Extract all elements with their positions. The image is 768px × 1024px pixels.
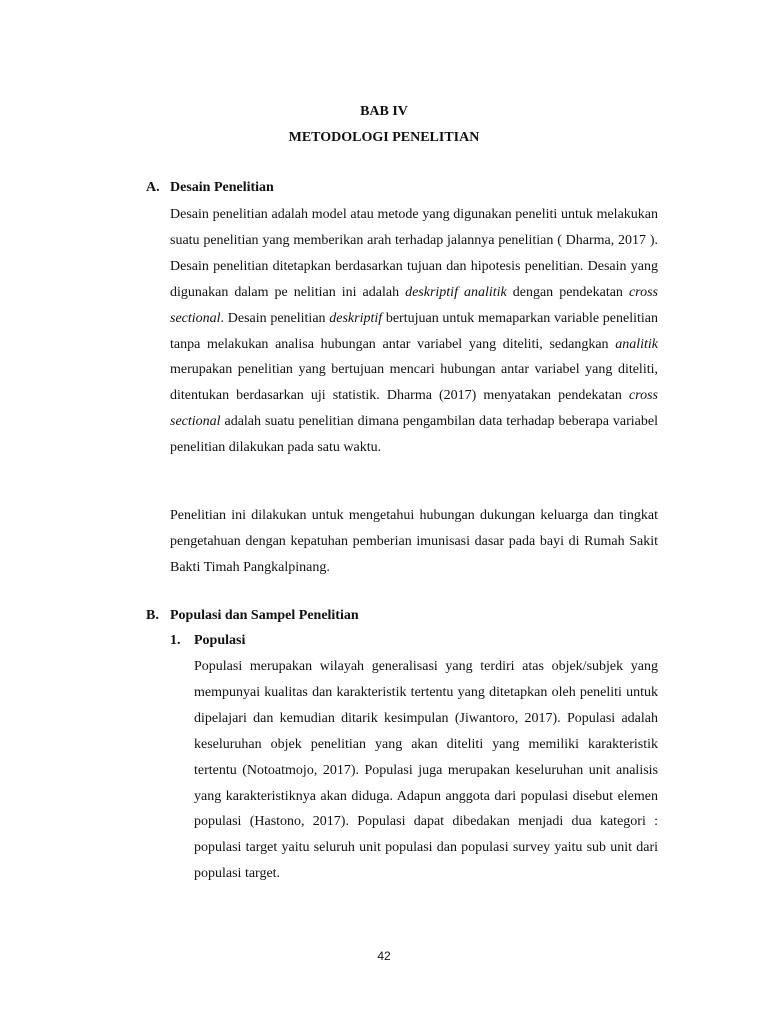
chapter-title: METODOLOGI PENELITIAN: [288, 130, 480, 145]
section-a-paragraph-1: [170, 202, 658, 461]
section-b-label: B.: [146, 608, 159, 623]
chapter-number: BAB IV: [360, 104, 408, 119]
section-b-title: Populasi dan Sampel Penelitian: [170, 608, 359, 623]
italic-term: cross sectional: [170, 284, 658, 326]
section-b-heading: [146, 607, 359, 625]
section-a-heading: [146, 179, 274, 197]
subsection-populasi-heading: [170, 632, 245, 650]
text-run: adalah suatu penelitian dimana pengambilan data terhadap beberapa variabel penelitian dilakukan pada satu waktu.: [170, 414, 658, 456]
section-a-paragraph-2: Penelitian ini dilakukan untuk mengetahui hubungan dukungan keluarga dan tingkat pengetahuan dengan kepatuhan pemberian imunisasi dasar pada bayi di Rumah Sakit Bakti Timah Pangkalpinang.: [170, 508, 658, 575]
text-run: Desain penelitian adalah model atau metode yang digunakan peneliti untuk melakukan suatu penelitian yang memberikan arah terhadap jalannya penelitian ( Dharma, 2017 ). Desain penelitian ditetapkan berdasarkan tujuan dan hipotesis penelitian. Desain yang digunakan dalam pe nelitian ini adalah: [170, 207, 658, 300]
subsection-label: 1.: [170, 633, 181, 648]
text-run: bertujuan untuk memaparkan variable penelitian tanpa melakukan analisa hubungan antar variabel yang diteliti, sedangkan: [170, 310, 659, 352]
populasi-paragraph: Populasi merupakan wilayah generalisasi yang terdiri atas objek/subjek yang mempunyai kualitas dan karakteristik tertentu yang ditetapkan oleh peneliti untuk dipelajari dan kemudian ditarik kesimpulan (Jiwantoro, 2017). Populasi adalah keseluruhan objek penelitian yang akan diteliti yang memiliki karakteristik tertentu (Notoatmojo, 2017). Populasi juga merupakan keseluruhan unit analisis yang karakteristiknya akan diduga. Adapun anggota dari populasi disebut elemen populasi (Hastono, 2017). Populasi dapat dibedakan menjadi dua kategori : populasi target yaitu seluruh unit populasi dan populasi survey yaitu sub unit dari populasi target.: [194, 659, 658, 882]
italic-term: analitik: [615, 336, 658, 352]
subsection-title: Populasi: [194, 633, 246, 648]
section-a-title: Desain Penelitian: [170, 180, 274, 195]
text-run: dengan pendekatan: [506, 284, 629, 300]
italic-term: deskriptif analitik: [405, 284, 507, 300]
text-run: . Desain penelitian: [220, 310, 330, 326]
italic-term: cross sectional: [170, 388, 658, 430]
page-number: 42: [377, 949, 391, 963]
text-run: merupakan penelitian yang bertujuan mencari hubungan antar variabel yang diteliti, ditentukan berdasarkan uji statistik. Dharma (2017) menyatakan pendekatan: [170, 362, 658, 404]
section-a-label: A.: [146, 180, 160, 195]
italic-term: deskriptif: [329, 310, 383, 326]
